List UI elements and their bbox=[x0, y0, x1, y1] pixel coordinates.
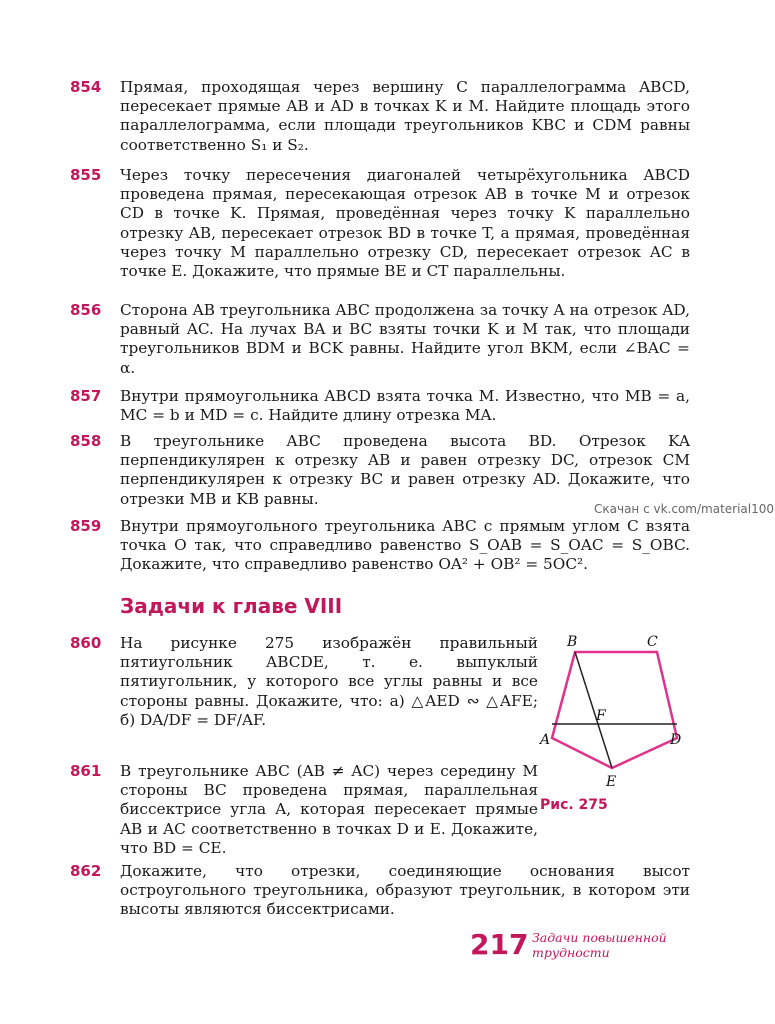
problem-text: Внутри прямоугольника ABCD взята точка M. Известно, что MB = a, MC = b и MD = c. Найдите длину отрезка MA. bbox=[120, 387, 690, 425]
watermark: Скачан с vk.com/material100 bbox=[594, 502, 775, 516]
vertex-label-a: A bbox=[540, 732, 551, 748]
diagonal-be bbox=[575, 652, 612, 768]
problem-number: 862 bbox=[70, 862, 102, 880]
pentagon-figure bbox=[532, 626, 702, 796]
page-number: 217 bbox=[470, 928, 529, 961]
pentagon bbox=[552, 652, 677, 768]
problem-number: 856 bbox=[70, 301, 102, 319]
problem-number: 857 bbox=[70, 387, 102, 405]
problem-number: 854 bbox=[70, 78, 102, 96]
problem-number: 859 bbox=[70, 517, 102, 535]
problem-text: В треугольнике ABC проведена высота BD. Отрезок KA перпендикулярен к отрезку AB и равен отрезку DC, отрезок CM перпендикулярен к отрезку BC и равен отрезку AD. Докажите, что отрезки MB и KB равны. bbox=[120, 432, 690, 508]
problem-number: 858 bbox=[70, 432, 102, 450]
problem-text: На рисунке 275 изображён правильный пятиугольник ABCDE, т. е. выпуклый пятиугольник, у которого все углы равны и все стороны равны. Докажите, что: а) △AED ∾ △AFE; б) DA/DF = DF/AF. bbox=[120, 634, 538, 729]
vertex-label-c: C bbox=[647, 634, 658, 650]
problem-text: Внутри прямоугольного треугольника ABC с прямым углом C взята точка O так, что справедливо равенство S_OAB = S_OAC = S_OBC. Докажите, что справедливо равенство OA² + OB² = 5OC². bbox=[120, 517, 690, 574]
problem-text: В треугольнике ABC (AB ≠ AC) через середину M стороны BC проведена прямая, параллельная биссектрисе угла A, которая пересекает прямые AB и AC соответственно в точках D и E. Докажите, что BD = CE. bbox=[120, 762, 538, 857]
problem-number: 855 bbox=[70, 166, 102, 184]
section-footer-note: Задачи повышенной трудности bbox=[532, 930, 667, 960]
problem-text: Через точку пересечения диагоналей четырёхугольника ABCD проведена прямая, пересекающая отрезок AB в точке M и отрезок CD в точке K. Прямая, проведённая через точку K параллельно отрезку AB, пересекает отрезок BD в точке T, а прямая, проведённая через точку M параллельно отрезку CD, пересекает отрезок AC в точке E. Докажите, что прямые BE и CT параллельны. bbox=[120, 166, 690, 281]
vertex-label-e: E bbox=[606, 774, 617, 790]
vertex-label-b: B bbox=[567, 634, 578, 650]
problem-text: Прямая, проходящая через вершину C параллелограмма ABCD, пересекает прямые AB и AD в точках K и M. Найдите площадь этого параллелограмма, если площади треугольников KBC и CDM равны соответственно S₁ и S₂. bbox=[120, 78, 690, 154]
problem-text: Докажите, что отрезки, соединяющие основания высот остроугольного треугольника, образуют треугольник, в котором эти высоты являются биссектрисами. bbox=[120, 862, 690, 919]
figure-caption: Рис. 275 bbox=[540, 797, 608, 813]
problem-number: 861 bbox=[70, 762, 102, 780]
section-heading: Задачи к главе VIII bbox=[120, 594, 343, 618]
problem-text: Сторона AB треугольника ABC продолжена за точку A на отрезок AD, равный AC. На лучах BA и BC взяты точки K и M так, что площади треугольников BDM и BCK равны. Найдите угол BKM, если ∠BAC = α. bbox=[120, 301, 690, 377]
point-label-f: F bbox=[596, 708, 606, 724]
vertex-label-d: D bbox=[670, 732, 682, 748]
problem-number: 860 bbox=[70, 634, 102, 652]
